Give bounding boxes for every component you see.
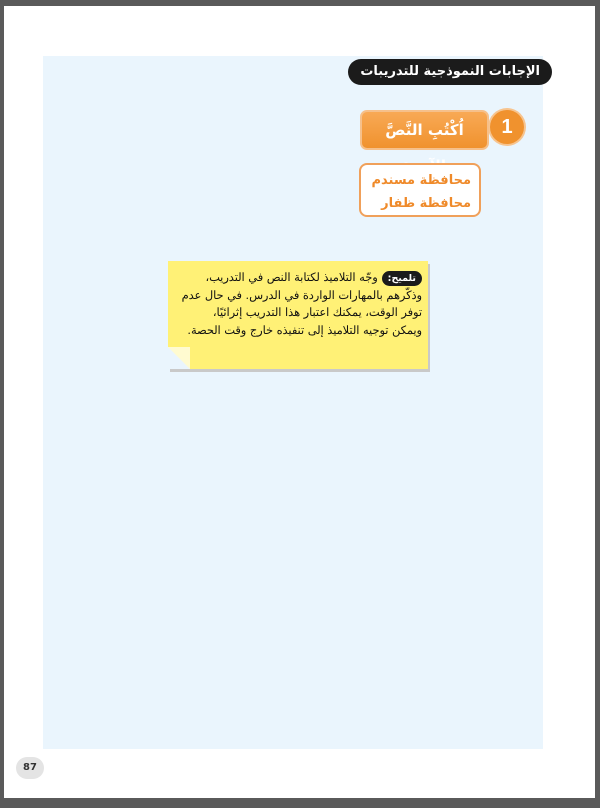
page-number: 87 [16,757,44,779]
answer-line: محافظة ظفار [381,196,471,211]
tip-line: توفر الوقت، يمكنك اعتبار هذا التدريب إثرائيًا، [212,306,422,319]
exercise-instruction: اُكْتُبِ النَّصَّ [360,110,489,150]
tip-line: وذكّرهم بالمهارات الواردة في الدرس. في حال عدم [181,288,422,302]
tip-line-text: وجّه التلاميذ لكتابة النص في التدريب، [205,271,378,284]
tip-line [176,269,422,287]
note-fold-corner [168,347,190,369]
content-panel [43,56,543,749]
tip-line: ويمكن توجيه التلاميذ إلى تنفيذه خارج وقت الحصة. [187,323,422,337]
exercise-number-badge: 1 [490,110,524,144]
section-title: الإجابات النموذجية للتدريبات [348,59,552,85]
tip-label: تلميح: [382,271,422,286]
tip-note [168,261,428,369]
tip-text [176,269,422,339]
answer-box [359,163,481,217]
answer-line: محافظة مسندم [371,173,471,188]
